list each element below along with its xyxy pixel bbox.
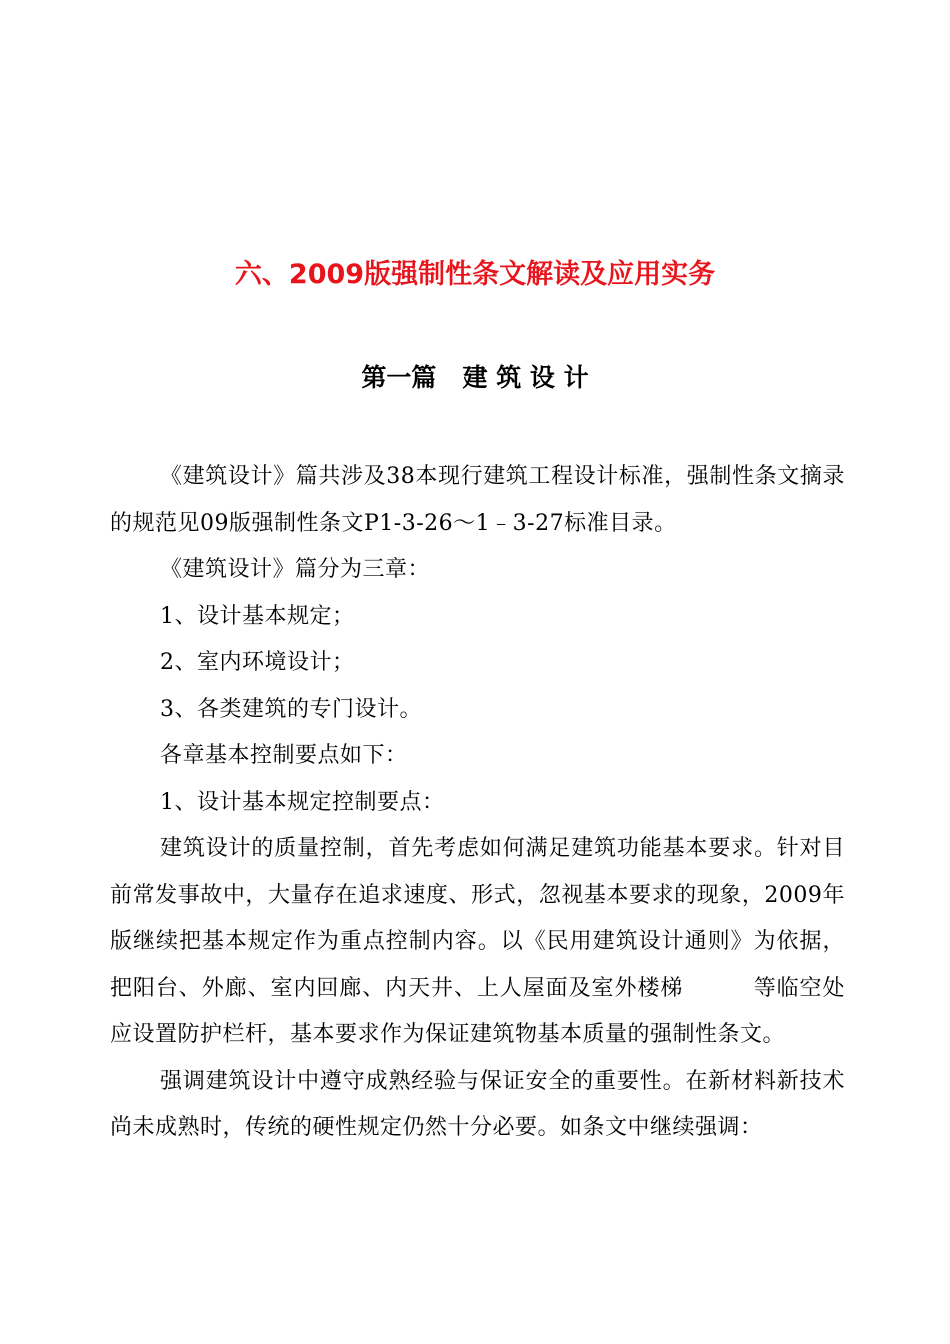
list-item-chapter-3: 3、各类建筑的专门设计。 (160, 696, 422, 722)
body-text (110, 454, 845, 1152)
list-item-chapter-2: 2、室内环境设计； (160, 650, 355, 675)
paragraph-quality-control-part2: 等临空处应设置防护栏杆，基本要求作为保证建筑物基本质量的强制性条文。 (110, 975, 845, 1047)
paragraph-control-points: 各章基本控制要点如下： (160, 743, 408, 768)
document-title: 六、2009版强制性条文解读及应用实务 (234, 259, 716, 290)
paragraph-chapters-intro: 《建筑设计》篇分为三章： (160, 557, 431, 582)
paragraph-quality-control-part1: 建筑设计的质量控制，首先考虑如何满足建筑功能基本要求。针对目前常发事故中，大量存在追求速度、形式，忽视基本要求的现象，2009年版继续把基本规定作为重点控制内容。以《民用建筑设计通则》为依据，把阳台、外廊、室内回廊、内天井、上人屋面及室外楼梯 (110, 836, 845, 1001)
paragraph-intro: 《建筑设计》篇共涉及38本现行建筑工程设计标准，强制性条文摘录的规范见09版强制性条文P1-3-26～1﹣3-27标准目录。 (110, 464, 845, 536)
part-title: 第一篇 建 筑 设 计 (361, 363, 589, 392)
paragraph-quality-control (110, 826, 845, 1059)
list-item-chapter-1: 1、设计基本规定； (160, 603, 355, 629)
section-heading-1: 1、设计基本规定控制要点： (160, 789, 445, 815)
paragraph-experience: 强调建筑设计中遵守成熟经验与保证安全的重要性。在新材料新技术尚未成熟时，传统的硬性规定仍然十分必要。如条文中继续强调： (110, 1068, 845, 1140)
